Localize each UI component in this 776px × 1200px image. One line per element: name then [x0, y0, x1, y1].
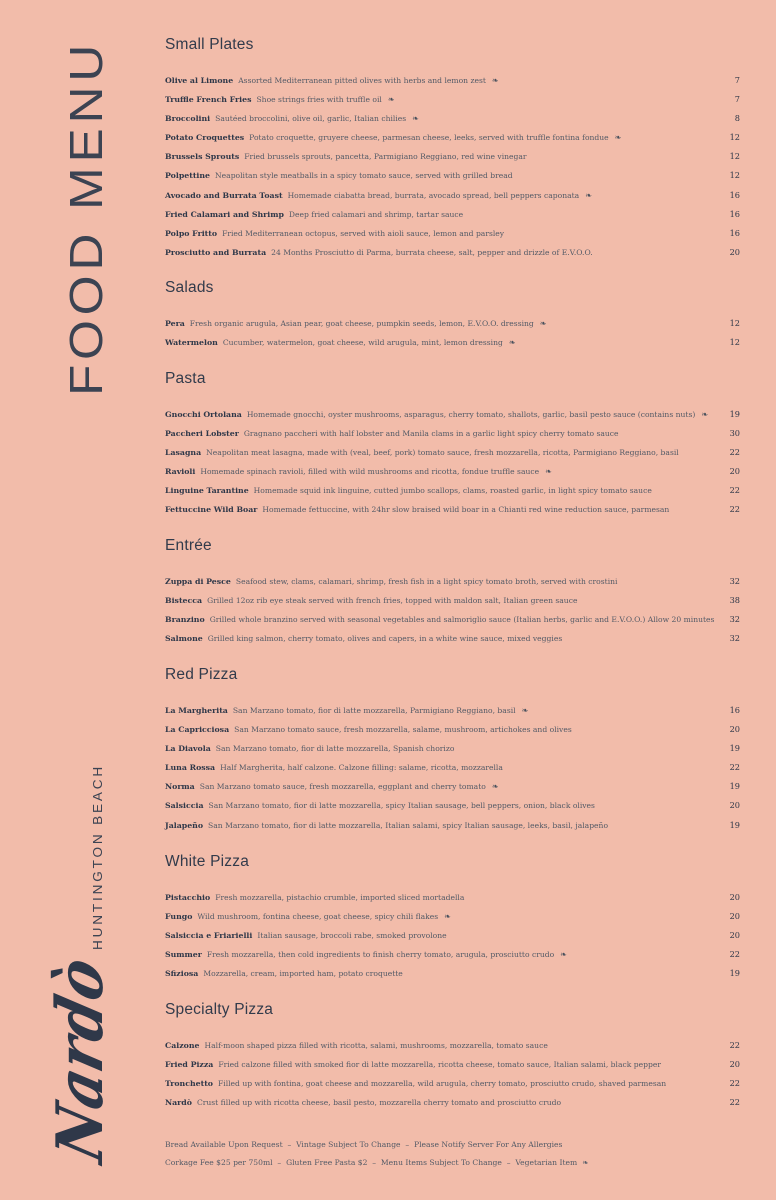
item-name: Jalapeño [165, 820, 204, 830]
item-price: 22 [729, 1040, 740, 1050]
menu-item [165, 777, 740, 796]
item-price: 19 [729, 781, 740, 792]
item-name: Norma [165, 782, 195, 792]
section-title: Small Plates [165, 36, 254, 53]
footer-note: Corkage Fee $25 per 750ml [165, 1158, 273, 1167]
menu-item [165, 926, 740, 945]
item-price: 20 [729, 911, 740, 922]
item-price: 16 [729, 189, 740, 200]
menu-item [165, 964, 740, 983]
item-description: Neapolitan meat lasagna, made with (veal, beef, pork) tomato sauce, fresh mozzarella, ricotta, Parmigiano Reggiano, basil [206, 448, 679, 458]
item-list [165, 314, 740, 352]
menu-section [165, 1001, 740, 1112]
menu-item [165, 71, 740, 90]
item-price: 20 [729, 1059, 740, 1070]
item-name: Pistacchio [165, 893, 211, 902]
item-price: 19 [729, 409, 740, 419]
item-description: San Marzano tomato, fior di latte mozzarella, Spanish chorizo [215, 744, 455, 754]
item-description: Gragnano paccheri with half lobster and Manila clams in a garlic light spicy cherry tomato sauce [243, 429, 619, 439]
item-name: Fried Calamari and Shrimp [165, 209, 284, 219]
footer-separator: – [272, 1158, 287, 1167]
leaf-icon: ❧ [539, 319, 547, 328]
item-description: Fresh mozzarella, then cold ingredients to finish cherry tomato, arugula, prosciutto crudo [206, 950, 555, 960]
item-name: Fettuccine Wild Boar [165, 505, 258, 515]
item-name: Lasagna [165, 448, 202, 458]
menu-item [165, 816, 740, 835]
item-description: Wild mushroom, fontina cheese, goat cheese, spicy chili flakes [197, 912, 439, 922]
item-name: Potato Croquettes [165, 133, 245, 143]
footer-note: Menu Items Subject To Change [380, 1158, 502, 1167]
section-title: Salads [165, 279, 214, 296]
item-name: La Diavola [165, 744, 211, 754]
item-price: 19 [729, 968, 740, 979]
item-description: 24 Months Prosciutto di Parma, burrata cheese, salt, pepper and drizzle of E.V.O.O. [271, 247, 593, 257]
menu-item [165, 314, 740, 333]
section-title: Red Pizza [165, 666, 238, 683]
brand-logo: Nardò [42, 929, 118, 1169]
item-name: La Margherita [165, 706, 228, 715]
item-name: Salmone [165, 634, 203, 644]
item-price: 20 [729, 930, 740, 941]
item-list [165, 701, 740, 835]
menu-item [165, 243, 740, 262]
item-price: 20 [729, 892, 740, 902]
footer-line-1 [165, 1136, 740, 1154]
item-description: Mozzarella, cream, imported ham, potato croquette [203, 969, 403, 979]
item-price: 12 [729, 318, 740, 328]
menu-item [165, 888, 740, 907]
menu-section [165, 279, 740, 352]
item-name: Broccolini [165, 114, 211, 124]
item-price: 22 [729, 485, 740, 496]
item-description: San Marzano tomato, fior di latte mozzarella, spicy Italian sausage, bell peppers, onion, black olives [208, 801, 595, 811]
item-name: Luna Rossa [165, 763, 216, 773]
footer-line-2 [165, 1154, 740, 1172]
item-description: Sautéed broccolini, olive oil, garlic, Italian chilies [215, 114, 407, 124]
menu-section [165, 537, 740, 648]
menu-item [165, 462, 740, 481]
item-name: La Capricciosa [165, 725, 230, 735]
item-price: 20 [729, 724, 740, 735]
item-price: 20 [729, 800, 740, 811]
item-name: Fungo [165, 912, 193, 922]
item-name: Avocado and Burrata Toast [165, 190, 283, 200]
menu-item [165, 739, 740, 758]
item-description: Homemade gnocchi, oyster mushrooms, asparagus, cherry tomato, shallots, garlic, basil pesto sauce (contains nuts) [246, 410, 696, 419]
menu-item [165, 128, 740, 147]
item-description: Homemade fettuccine, with 24hr slow braised wild boar in a Chianti red wine reduction sauce, parmesan [262, 505, 670, 515]
item-name: Polpo Fritto [165, 228, 218, 238]
item-name: Tronchetto [165, 1079, 213, 1089]
item-price: 22 [729, 762, 740, 773]
item-description: San Marzano tomato, fior di latte mozzarella, Parmigiano Reggiano, basil [232, 706, 516, 715]
item-price: 20 [729, 246, 740, 257]
menu-item [165, 591, 740, 610]
item-description: Fried brussels sprouts, pancetta, Parmigiano Reggiano, red wine vinegar [244, 152, 527, 162]
footer-note: Vegetarian Item [515, 1158, 578, 1167]
item-price: 7 [734, 75, 740, 85]
footer-separator: – [282, 1140, 297, 1149]
menu-item [165, 907, 740, 926]
item-description: Neapolitan style meatballs in a spicy tomato sauce, served with grilled bread [215, 171, 513, 181]
item-name: Calzone [165, 1041, 200, 1050]
menu-item [165, 224, 740, 243]
item-price: 8 [734, 113, 740, 124]
item-price: 16 [729, 227, 740, 238]
brand-block [30, 760, 118, 1170]
item-description: San Marzano tomato sauce, fresh mozzarella, salame, mushroom, artichokes and olives [234, 725, 572, 735]
item-price: 19 [729, 819, 740, 830]
item-name: Truffle French Fries [165, 95, 252, 105]
item-description: Fried Mediterranean octopus, served with aioli sauce, lemon and parsley [222, 228, 505, 238]
menu-section [165, 370, 740, 520]
item-description: Grilled whole branzino served with seasonal vegetables and salmoriglio sauce (Italian herbs, garlic and E.V.O.O.) Allow 20 minutes [209, 615, 715, 625]
menu-item [165, 758, 740, 777]
item-description: Italian sausage, broccoli rabe, smoked provolone [257, 931, 447, 941]
leaf-icon: ❧ [491, 76, 499, 85]
item-price: 22 [729, 1078, 740, 1089]
item-description: Half Margherita, half calzone. Calzone filling: salame, ricotta, mozzarella [220, 763, 503, 773]
item-description: Homemade ciabatta bread, burrata, avocado spread, bell peppers caponata [287, 190, 580, 200]
menu-section [165, 666, 740, 835]
menu-item [165, 333, 740, 352]
leaf-icon: ❧ [582, 1158, 589, 1167]
food-menu-title [58, 38, 112, 398]
footer-note: Vintage Subject To Change [296, 1140, 401, 1149]
item-description: Homemade spinach ravioli, filled with wild mushrooms and ricotta, fondue truffle sauce [200, 467, 540, 477]
item-name: Zuppa di Pesce [165, 577, 231, 586]
item-price: 12 [729, 170, 740, 181]
item-price: 12 [729, 132, 740, 143]
item-description: Fresh organic arugula, Asian pear, goat cheese, pumpkin seeds, lemon, E.V.O.O. dressing [189, 319, 534, 328]
item-name: Bistecca [165, 596, 203, 606]
item-list [165, 1036, 740, 1112]
menu-item [165, 1036, 740, 1055]
item-price: 22 [729, 1097, 740, 1108]
item-price: 22 [729, 504, 740, 515]
menu-item [165, 572, 740, 591]
menu-item [165, 443, 740, 462]
item-description: Grilled king salmon, cherry tomato, olives and capers, in a white wine sauce, mixed veggies [207, 634, 563, 644]
item-price: 32 [729, 576, 740, 586]
item-list [165, 71, 740, 262]
leaf-icon: ❧ [701, 410, 709, 419]
leaf-icon: ❧ [560, 950, 567, 960]
item-description: Grilled 12oz rib eye steak served with french fries, topped with maldon salt, Italian green sauce [207, 596, 578, 606]
item-name: Polpettine [165, 171, 211, 181]
menu-item [165, 1074, 740, 1093]
item-price: 12 [729, 151, 740, 162]
item-price: 22 [729, 447, 740, 458]
menu-item [165, 500, 740, 519]
item-name: Ravioli [165, 467, 196, 477]
menu-item [165, 629, 740, 648]
item-description: Half-moon shaped pizza filled with ricotta, salami, mushrooms, mozzarella, tomato sauce [204, 1041, 548, 1050]
item-description: Potato croquette, gruyere cheese, parmesan cheese, leeks, served with truffle fontina fondue [249, 133, 609, 143]
leaf-icon: ❧ [387, 95, 395, 105]
leaf-icon: ❧ [614, 133, 622, 143]
item-price: 20 [729, 466, 740, 477]
item-name: Nardò [165, 1098, 192, 1108]
menu-item [165, 405, 740, 424]
item-description: Deep fried calamari and shrimp, tartar sauce [288, 209, 464, 219]
item-name: Olive al Limone [165, 76, 234, 85]
item-description: Homemade squid ink linguine, cutted jumbo scallops, clams, roasted garlic, in light spicy tomato sauce [253, 486, 652, 496]
item-description: San Marzano tomato, fior di latte mozzarella, Italian salami, spicy Italian sausage, leeks, basil, jalapeño [208, 820, 609, 830]
item-name: Watermelon [165, 338, 218, 348]
menu-item [165, 610, 740, 629]
item-name: Brussels Sprouts [165, 152, 240, 162]
item-description: Cucumber, watermelon, goat cheese, wild arugula, mint, lemon dressing [222, 338, 503, 348]
menu-item [165, 166, 740, 185]
item-description: Fried calzone filled with smoked fior di latte mozzarella, ricotta cheese, tomato sauce, Italian salami, black pepper [218, 1060, 661, 1070]
menu-item [165, 1055, 740, 1074]
leaf-icon: ❧ [521, 706, 529, 715]
item-description: Fresh mozzarella, pistachio crumble, imported sliced mortadella [215, 893, 465, 902]
menu-item [165, 186, 740, 205]
item-price: 30 [729, 428, 740, 439]
item-list [165, 888, 740, 983]
item-price: 32 [729, 614, 740, 625]
item-description: Crust filled up with ricotta cheese, basil pesto, mozzarella cherry tomato and prosciutto crudo [196, 1098, 562, 1108]
item-price: 32 [729, 633, 740, 644]
item-name: Salsiccia e Friarielli [165, 931, 253, 941]
menu-item [165, 720, 740, 739]
item-price: 19 [729, 743, 740, 754]
item-price: 16 [729, 705, 740, 715]
footer-separator: – [367, 1158, 381, 1167]
item-price: 22 [729, 949, 740, 960]
item-description: Shoe strings fries with truffle oil [256, 95, 382, 105]
menu-item [165, 109, 740, 128]
item-list [165, 572, 740, 648]
item-price: 38 [729, 595, 740, 606]
item-name: Sfiziosa [165, 969, 199, 979]
item-description: Seafood stew, clams, calamari, shrimp, fresh fish in a light spicy tomato broth, served with crostini [235, 577, 618, 586]
item-name: Paccheri Lobster [165, 429, 239, 439]
footer-note: Bread Available Upon Request [165, 1140, 283, 1149]
item-name: Gnocchi Ortolana [165, 410, 242, 419]
item-description: Filled up with fontina, goat cheese and mozzarella, wild arugula, cherry tomato, prosciutto crudo, shaved parmesan [218, 1079, 667, 1089]
section-title: Specialty Pizza [165, 1001, 274, 1018]
brand-location: HUNTINGTON BEACH [91, 778, 105, 950]
item-name: Salsiccia [165, 801, 204, 811]
item-name: Prosciutto and Burrata [165, 247, 267, 257]
menu-item [165, 424, 740, 443]
section-title: White Pizza [165, 853, 250, 870]
item-price: 12 [729, 337, 740, 348]
menu-section [165, 853, 740, 983]
footer-separator: – [501, 1158, 516, 1167]
menu-item [165, 147, 740, 166]
food-menu-title-text: FOOD MENU [60, 77, 112, 396]
menu-item [165, 701, 740, 720]
item-description: San Marzano tomato sauce, fresh mozzarella, eggplant and cherry tomato [199, 782, 486, 792]
menu-item [165, 90, 740, 109]
item-name: Branzino [165, 615, 205, 625]
footer-note: Gluten Free Pasta $2 [286, 1158, 368, 1167]
item-name: Fried Pizza [165, 1060, 214, 1070]
menu-item [165, 1093, 740, 1112]
leaf-icon: ❧ [545, 467, 552, 477]
item-price: 16 [729, 208, 740, 219]
item-name: Pera [165, 319, 185, 328]
menu-section [165, 36, 740, 262]
item-description: Assorted Mediterranean pitted olives with herbs and lemon zest [238, 76, 486, 85]
footer-separator: – [400, 1140, 415, 1149]
leaf-icon: ❧ [491, 782, 499, 792]
footer-note: Please Notify Server For Any Allergies [414, 1140, 563, 1149]
item-price: 7 [734, 94, 740, 105]
leaf-icon: ❧ [444, 912, 451, 922]
menu-item [165, 945, 740, 964]
item-name: Linguine Tarantine [165, 486, 249, 496]
menu-item [165, 481, 740, 500]
menu-footer [165, 1136, 740, 1172]
section-title: Pasta [165, 370, 206, 387]
item-list [165, 405, 740, 520]
menu-item [165, 796, 740, 815]
menu-item [165, 205, 740, 224]
section-title: Entrée [165, 537, 212, 554]
leaf-icon: ❧ [508, 338, 516, 348]
item-name: Summer [165, 950, 202, 960]
leaf-icon: ❧ [412, 114, 419, 124]
leaf-icon: ❧ [585, 190, 592, 200]
